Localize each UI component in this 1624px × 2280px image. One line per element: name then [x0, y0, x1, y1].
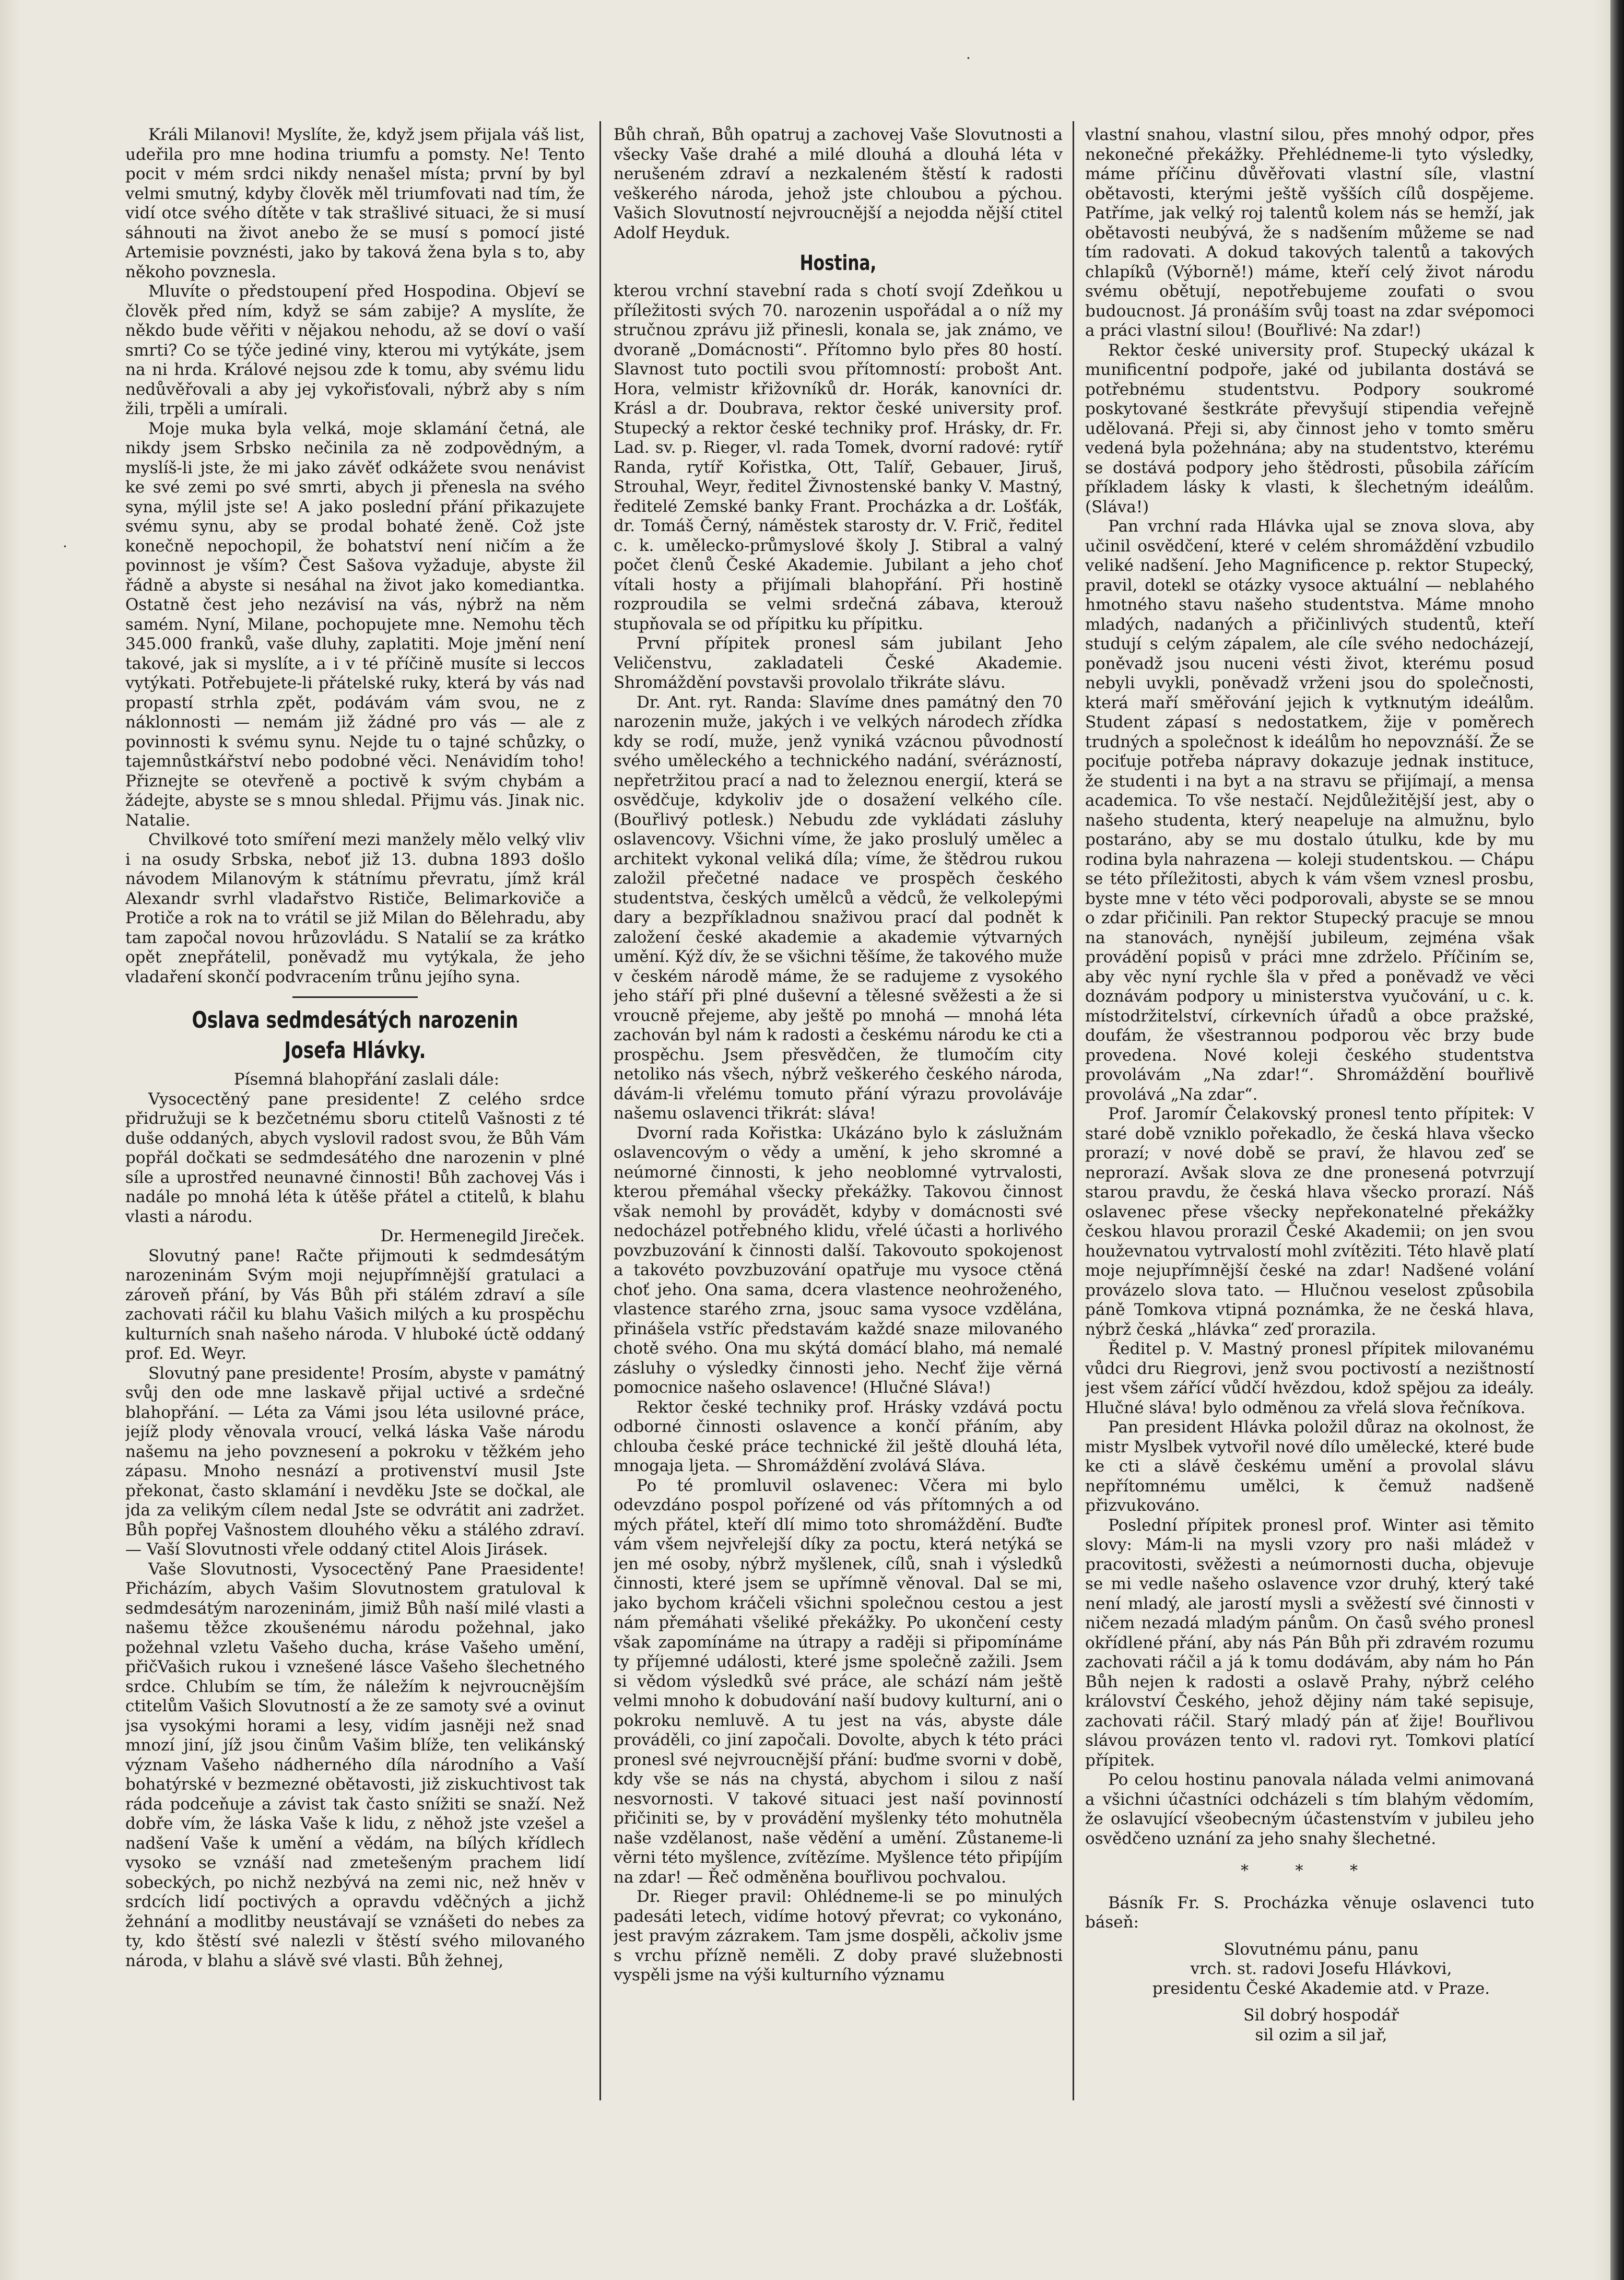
section-divider	[292, 996, 418, 998]
paragraph: kterou vrchní stavební rada s chotí svojí Zdeňkou u příležitosti svých 70. narozenin uspořádal a o níž my stručnou zprávu již přinesli, konala se, jak známo, ve dvoraně „Domácnosti“. Přítomno bylo přes 80 hostí. Slavnost tuto poctili svou přítomností: probošt Ant. Hora, velmistr křižovníků dr. Horák, kanovníci dr. Krásl a dr. Doubrava, rektor české university prof. Stupecký a rektor české techniky prof. Hrásky, dr. Fr. Lad. sv. p. Rieger, vl. rada Tomek, dvorní radové: rytíř Randa, rytíř Kořistka, Ott, Talíř, Gebauer, Jiruš, Strouhal, Weyr, ředitel Živnostenské banky V. Mastný, ředitelé Zemské banky Frant. Procházka a dr. Lošťák, dr. Tomáš Černý, náměstek starosty dr. V. Frič, ředitel c. k. umělecko-průmyslové školy J. Stibral a valný počet členů České Akademie. Jubilant a jeho choť vítali hosty a přijímali blahopřání. Při hostině rozproudila se velmi srdečná zábava, kterouž stupňovala se od přípitku ku přípitku.	[614, 281, 1063, 633]
paragraph: Králi Milanovi! Myslíte, že, když jsem přijala váš list, udeřila pro mne hodina triumfu a pomsty. Ne! Tento pocit v mém srdci nikdy nenašel místa; první by byl velmi smutný, kdyby člověk měl triumfovati nad tím, že vidí otce svého dítěte v tak strašlivé situaci, že si musí sáhnouti na život anebo že se musí s pomocí jisté Artemisie povznésti, jako by taková žena byla s to, aby někoho povznesla.	[125, 125, 585, 281]
column-1	[125, 125, 585, 2110]
paragraph: Dvorní rada Kořistka: Ukázáno bylo k záslužnám oslavencovým o vědy a umění, k jeho skromné a neúmorné činnosti, k jeho neoblomné vytrvalosti, kterou přemáhal všecky překážky. Takovou činnost však nemohl by provádět, kdyby v domácnosti své nedocházel potřebného klidu, vřelé účasti a horlivého povzbuzování k činnosti další. Takovouto spokojenost a takovéto povzbuzování opatřuje mu vysoce ctěná choť jeho. Ona sama, dcera vlastence neohroženého, vlastence starého zrna, jsouc sama vysoce vzdělána, přinášela vstříc představám každé snaze milovaného chotě svého. Ona mu skýtá domácí blaho, má nemalé zásluhy o výsledky činnosti jeho. Nechť žije věrná pomocnice našeho oslavence! (Hlučné Sláva!)	[614, 1123, 1063, 1397]
article-headline-line2: Josefa Hlávky.	[284, 1037, 426, 1064]
paragraph: Prof. Jaromír Čelakovský pronesl tento přípitek: V staré době vzniklo pořekadlo, že česká hlava všecko prorazí; v nové době se praví, že hlavou zeď se neprorazí. Avšak slova ze dne pronesená potvrzují starou pravdu, že česká hlava všecko prorazí. Náš oslavenec přese všecky nepřekonatelné překážky českou hlavou prorazil České Akademii; on jen svou houževnatou vytrvalostí mohl zvítěziti. Této hlavě platí moje nejupřímnější české na zdar! Nadšené volání provázelo slova tato. — Hlučnou veselost způsobila páně Tomkova vtipná poznámka, že ne česká hlava, nýbrž česká „hlávka“ zeď prorazila.	[1085, 1104, 1534, 1339]
paragraph: Pan president Hlávka položil důraz na okolnost, že mistr Myslbek vytvořil nové dílo umělecké, které bude ke cti a slávě českému umění a provolal slávu nepřítomnému umělci, k čemuž nadšeně přizvukováno.	[1085, 1418, 1534, 1515]
paragraph: vlastní snahou, vlastní silou, přes mnohý odpor, přes nekonečné překážky. Přehlédneme-li tyto výsledky, máme příčinu důvěřovati vlastní síle, vlastní obětavosti, kterými ještě vyšších cílů dospějeme. Patříme, jak velký roj talentů kolem nás se hemží, jak obětavosti neubývá, že s nadšením můžeme se nad tím radovati. A dokud takových talentů a takových chlapíků (Výborně!) máme, kteří celý život národu svému obětují, nepotřebujeme zoufati o svou budoucnost. Já pronáším svůj toast na zdar svépomoci a práci vlastní silou! (Bouřlivé: Na zdar!)	[1085, 125, 1534, 340]
paragraph: Slovutný pane! Račte přijmouti k sedmdesátým narozeninám Svým moji nejupřímnější gratulaci a zároveň přání, by Vás Bůh při stálém zdraví a síle zachovati ráčil ku blahu Vašich milých a ku prospěchu kulturních snah našeho národa. V hluboké úctě oddaný prof. Ed. Weyr.	[125, 1246, 585, 1363]
stray-mark: ·	[966, 50, 971, 67]
paragraph: Rektor české techniky prof. Hrásky vzdává poctu odborné činnosti oslavence a končí přáním, aby chlouba české práce technické žil ještě dlouhá léta, mnogaja ljeta. — Shromáždění zvolává Sláva.	[614, 1397, 1063, 1475]
column-rule-2	[1073, 121, 1074, 2100]
stray-mark-left: ·	[63, 538, 67, 555]
paragraph: Dr. Ant. ryt. Randa: Slavíme dnes památný den 70 narozenin muže, jakých i ve velkých národech zřídka kdy se rodí, muže, jenž vyniká vzácnou původností svého uměleckého a technického nadání, svérázností, nepřetržitou prací a nad to železnou energií, která se osvědčuje, kdykoliv jde o dosažení velkého cíle. (Bouřlivý potlesk.) Nebudu zde vykládati zásluhy oslavencovy. Všichni víme, že jako proslulý umělec a architekt vykonal veliká díla; víme, že štědrou rukou založil přečetné nadace ve prospěch českého studentstva, českých umělců a vědců, že velkolepými dary a bezpříkladnou snaživou prací dal podnět k založení české akademie a akademie výtvarných umění. Kýž dív, že se všichni těšíme, že takového muže v českém národě máme, že se radujeme z vysokého jeho stáří při plné duševní a tělesné svěžesti a že si vroucně přejeme, aby ještě po mnohá — mnohá léta zachován byl nám k radosti a českému národu ke cti a prospěchu. Jsem přesvědčen, že tlumočím city netoliko nás všech, nýbrž veškerého českého národa, dávám-li vřelému tomuto přání výrazu provoláváje našemu oslavenci třikrát: sláva!	[614, 692, 1063, 1123]
paragraph: Moje muka byla velká, moje sklamání četná, ale nikdy jsem Srbsko nečinila za ně zodpovědným, a myslíš-li jste, že mi jako závěť odkážete svou nenávist ke své zemi po své smrti, abych ji přenesla na svého syna, mýlil jste se! A jako poslední přání přikazujete svému synu, aby se prodal bohaté ženě. Což jste konečně nepochopil, že bohatství není ničím a že povinnost je vším? Čest Sašova vyžaduje, abyste žil řádně a abyste si nesáhal na život jako komediantka. Ostatně čest jeho nezávisí na vás, nýbrž na něm samém. Nyní, Milane, pochopujete mne. Nemohu těch 345.000 franků, vaše dluhy, zaplatiti. Moje jmění není takové, jak si myslíte, a i v té příčině musíte si leccos vytýkati. Potřebujete-li přátelské ruky, která by vás nad propastí strhla zpět, podávám vám svou, ne z náklonnosti — nemám již žádné pro vás — ale z povinnosti k svému synu. Nejde tu o tajné schůzky, o tajemnůstkářství nebo podobné věci. Nenávidím toho! Přiznejte se otevřeně a poctivě k svým chybám a žádejte, abyste se s mnou shledal. Přijmu vás. Jinak nic. Natalie.	[125, 419, 585, 830]
paragraph: Bůh chraň, Bůh opatruj a zachovej Vaše Slovutnosti a všecky Vaše drahé a milé dlouhá a dlouhá léta v nerušeném zdraví a nezkaleném štěstí k radosti veškerého národa, jehož jste chloubou a pýchou. Vašich Slovutností nejvroucnější a nejodda nější ctitel Adolf Heyduk.	[614, 125, 1063, 242]
poem-line: Sil dobrý hospodář	[1243, 2006, 1399, 2025]
paragraph: Po celou hostinu panovala nálada velmi animovaná a všichni účastníci odcházeli s tím blahým vědomím, že oslavující všeobecným účastenstvím v jubileu jeho osvědčeno uznání za jeho snahy šlechetné.	[1085, 1770, 1534, 1848]
poem-line: presidentu České Akademie atd. v Praze.	[1152, 1979, 1490, 1998]
paragraph: První přípitek pronesl sám jubilant Jeho Veličenstvu, zakladateli České Akademie. Shromáždění povstavši provolalo třikráte slávu.	[614, 634, 1063, 692]
section-heading-hostina: Hostina,	[799, 251, 877, 275]
poem-line: vrch. st. radovi Josefu Hlávkovi,	[1190, 1959, 1452, 1978]
paragraph: Mluvíte o předstoupení před Hospodina. Objeví se člověk před ním, když se sám zabije? A myslíte, že někdo bude věřiti v nějakou nehodu, až se doví o vaší smrti? Co se týče jediné viny, kterou mi vytýkáte, jsem na ni hrda. Králové nejsou zde k tomu, aby svému lidu nedůvěřovali a aby jej vykořisťovali, nýbrž aby s ním žili, trpěli a umírali.	[125, 282, 585, 418]
section-stars: * * *	[1240, 1862, 1379, 1880]
paragraph: Vysocectěný pane presidente! Z celého srdce přidružuji se k bezčetnému sboru ctitelů Vašnosti z té duše oddaných, abych vyslovil radost svou, že Bůh Vám popřál dočkati se sedmdesátého dne narozenin v plné síle a uprostřed neunavné činnosti! Bůh zachovej Vás i nadále po mnohá léta k útěše přátel a ctitelů, k blahu vlasti a národu.	[125, 1089, 585, 1226]
paragraph: Pan vrchní rada Hlávka ujal se znova slova, aby učinil osvědčení, které v celém shromáždění vzbudilo veliké nadšení. Jeho Magnificence p. rektor Stupecký, pravil, dotekl se otázky vysoce aktuální — neblahého hmotného stavu našeho studentstva. Máme mnoho mladých, nadaných a přičinlivých studentů, kteří studují s celým zápalem, ale cíle svého nedocházejí, poněvadž jsou nuceni vésti život, kterému posud nebyli uvykli, poněvadž vrženi jsou do společnosti, která maří směřování jejich k vytknutým ideálům. Student zápasí s nedostatkem, žije v poměrech trudných a společnost k ideálům ho nepovznáší. Že se pociťuje potřeba nápravy dokazuje jednak instituce, že studenti i na byt a na stravu se přijímají, a mensa academica. To vše nestačí. Nejdůležitější jest, aby o našeho studenta, který neapeluje na almužnu, bylo postaráno, aby se mu dostalo útulku, kde by mu rodina byla nahrazena — koleji studentskou. — Chápu se této příležitosti, abych k vám všem vznesl prosbu, byste mne v této věci podporovali, abyste se se mnou o zdar přičinili. Pan rektor Stupecký pracuje se mnou na stanovách, nynější jubileum, zejména však provádění popisů v práci mne zdrželo. Příčiním se, aby věc nyní rychle šla v před a poněvadž ve věci doznávám podpory u ministerstva vyučování, u c. k. místodržitelství, církevních úřadů a obce pražské, doufám, že všestrannou podporou věc brzy bude provedena. Nové koleji českého studentstva provolávám „Na zdar!“. Shromáždění bouřlivě provolává „Na zdar“.	[1085, 517, 1534, 1104]
paragraph: Chvilkové toto smíření mezi manžely mělo velký vliv i na osudy Srbska, neboť již 13. dubna 1893 došlo návodem Milanovým k státnímu převratu, jímž král Alexandr svrhl vladařstvo Rističe, Belimarkoviče a Protiče a rok na to vrátil se již Milan do Bělehradu, aby tam započal novou hrůzovládu. S Natalií se za krátko opět znepřátelil, poněvadž mu vytýkala, že jeho vladaření skončí podvracením trůnu jejího syna.	[125, 830, 585, 986]
paragraph: Poslední přípitek pronesl prof. Winter asi těmito slovy: Mám-li na mysli vzory pro naši mládež v pracovitosti, svěžesti a neúmornosti ducha, objevuje se mi vedle našeho oslavence vzor druhý, který také není mladý, ale jarostí mysli a svěžestí své činnosti v ničem nezadá mladým pánům. On časů svého pronesl okřídlené přání, aby nás Pán Bůh při zdravém rozumu zachovati ráčil a já k tomu dodávám, aby nám ho Pán Bůh nejen k radosti a oslavě Prahy, nýbrž celého království Českého, jehož dějiny nám také sepisuje, zachovati ráčil. Starý mladý pán ať žije! Bouřlivou slávou provázen tento vl. radovi ryt. Tomkovi platící přípitek.	[1085, 1515, 1534, 1770]
page-binding-edge	[1610, 0, 1624, 2280]
paragraph: Slovutný pane presidente! Prosím, abyste v památný svůj den ode mne laskavě přijal uctivé a srdečné blahopřání. — Léta za Vámi jsou léta usilovné práce, jejíž plody věnovala vroucí, velká láska Vaše národu našemu na jeho povznesení a pokroku v těžkém jeho zápasu. Mnoho nesnází a protivenství musil Jste překonat, často sklamání i nevděku Jste se dočkal, ale jda za velikým cílem nedal Jste se odvrátit ani zadržet. Bůh popřej Vašnostem dlouhého věku a stálého zdraví. — Vaší Slovutnosti vřele oddaný ctitel Alois Jirásek.	[125, 1364, 585, 1559]
paragraph: Po té promluvil oslavenec: Včera mi bylo odevzdáno pospol pořízené od vás přítomných a od mých přátel, kteří dlí mimo toto shromáždění. Buďte vám všem nejvřelejší díky za poctu, která netýká se jen mé osoby, nýbrž myšlenek, cílů, snah i výsledků činnosti, které jsem se upřímně věnoval. Dal se mi, jako bychom kráčeli všichni společnou cestou a jest nám přemáhati všeliké překážky. Po ukončení cesty však zapomínáme na útrapy a raději si připomínáme ty příjemné události, které jsme společně zažili. Jsem si vědom výsledků své práce, ale schází nám ještě velmi mnoho k dobudování naší budovy kulturní, ani o pokroku nemluvě. A tu jest na vás, abyste dále prováděli, co jiní započali. Dovolte, abych k této práci pronesl své nejvroucnější přání: buďme svorni v době, kdy vše se nás na chystá, abychom i silou z naší nesvornosti. V takové situaci jest naší povinností přičiniti se, by v provádění myšlenky této mohutněla naše vzdělanost, naše vědění a umění. Zůstaneme-li věrni této myšlence, zvítězíme. Myšlence této připíjím na zdar! — Řeč odměněna bouřlivou pochvalou.	[614, 1476, 1063, 1887]
paragraph: Vaše Slovutnosti, Vysocectěný Pane Praesidente! Přicházím, abych Vašim Slovutnostem gratuloval k sedmdesátým narozeninám, jimiž Bůh naší milé vlasti a našemu těžce zkoušenému národu požehnal, jako požehnal vzletu Vašeho ducha, kráse Vašeho umění, přičVašich rukou i vznešené lásce Vašeho šlechetného srdce. Chlubím se tím, že náležím k nejvroucnějším ctitelům Vašich Slovutností a že ze samoty své a ovinut jsa vysokými horami a lesy, vidím jasněji než snad mnozí jiní, jíž jsou činům Vašim blíže, ten velikánský význam Vašeho nádherného díla národního a Vaší bohatýrské v bezmezné obětavosti, již ziskuchtivost tak ráda podceňuje a závist tak často snížiti se snaží. Než dobře vím, že láska Vaše k lidu, z něhož jste vzešel a nadšení Vaše k umění a vědám, na bílých křídlech vysoko se vznáší nad zmetešeným prachem lidí sobeckých, po nichž nezbývá na zemi nic, než hněv v srdcích lidí poctivých a opravdu vděčných a jichž žehnání a modlitby neustávají se vznášeti do nebes za ty, kdo štěstí své nalezli v štěstí svého milovaného národa, v blahu a slávě své vlasti. Bůh žehnej,	[125, 1559, 585, 1970]
paragraph: Ředitel p. V. Mastný pronesl přípitek milovanému vůdci dru Riegrovi, jenž svou poctivostí a nezištností jest všem zářící vůdčí hvězdou, kdož spějou za ideály. Hlučné sláva! bylo odměnou za vřelá slova řečníkova.	[1085, 1339, 1534, 1417]
column-3	[1085, 125, 1534, 2110]
poem-line: sil ozim a sil jař,	[1255, 2025, 1387, 2044]
signature: Dr. Hermenegild Jireček.	[380, 1227, 585, 1245]
paragraph: Dr. Rieger pravil: Ohlédneme-li se po minulých padesáti letech, vidíme hotový převrat; co vykonáno, jest pravým zázrakem. Tam jsme dospěli, ačkoliv jsme s vrchu přízně neměli. Z doby pravé služebnosti vyspěli jsme na výši kulturního významu	[614, 1887, 1063, 1984]
intro-line: Písemná blahopřání zaslali dále:	[233, 1070, 500, 1089]
paragraph: Rektor české university prof. Stupecký ukázal k munificentní podpoře, jaké od jubilanta dostává se potřebnému studentstvu. Podpory soukromé poskytované šestkráte převyšují stipendia veřejně udělovaná. Přeji si, aby činnost jeho v tomto směru vedená byla požehnána; aby na studentstvo, kterému se dostává podpory jeho štědrosti, působila zářícím příkladem lásky k vlasti, k šlechetným ideálům. (Sláva!)	[1085, 340, 1534, 516]
paragraph: Básník Fr. S. Procházka věnuje oslavenci tuto báseň:	[1085, 1893, 1534, 1932]
article-headline: Oslava sedmdesátých narozenin	[192, 1007, 519, 1033]
column-rule-1	[599, 121, 601, 2100]
poem-line: Slovutnému pánu, panu	[1223, 1940, 1419, 1959]
column-2	[614, 125, 1063, 2110]
